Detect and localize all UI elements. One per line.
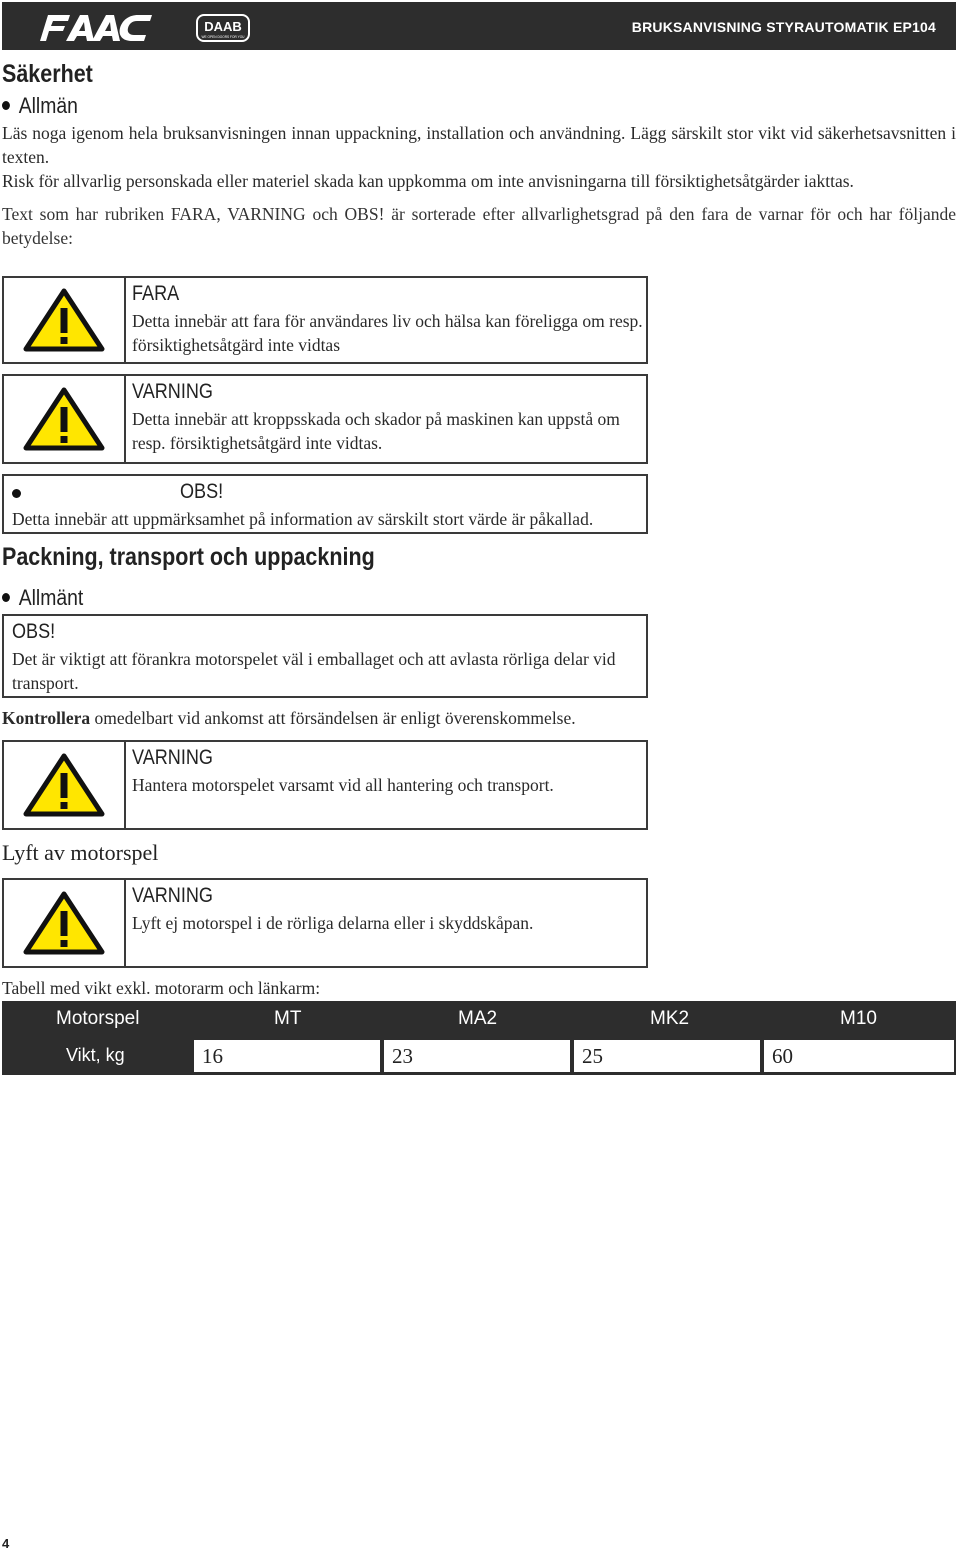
- page-number: 4: [2, 1536, 10, 1551]
- faac-logo: [40, 15, 152, 46]
- warning-triangle-icon: [23, 753, 105, 817]
- warning-triangle-icon: [23, 387, 105, 451]
- box-text-varning: Detta innebär att kroppsskada och skador på maskinen kan uppstå om resp. försiktighetsåtgärd inte vidtas.: [132, 409, 620, 453]
- warning-icon-cell: [4, 742, 126, 828]
- warning-triangle-icon: [23, 891, 105, 955]
- box-label-obs: OBS!: [12, 620, 56, 643]
- warning-box-varning: [2, 374, 648, 464]
- daab-logo-text: DAAB: [204, 19, 242, 34]
- box-label-fara: FARA: [132, 282, 180, 305]
- table-header-cell: MK2: [650, 1008, 690, 1029]
- box-text-obs: Detta innebär att uppmärksamhet på information av särskilt stort värde är påkallad.: [12, 509, 594, 529]
- section-title-packning: Packning, transport och uppackning: [2, 543, 375, 571]
- warning-triangle-icon: [23, 288, 105, 352]
- warning-icon-cell: [4, 880, 126, 966]
- box-label-varning: VARNING: [132, 380, 213, 403]
- table-row-label: Vikt, kg: [66, 1045, 125, 1065]
- warning-icon-cell: [4, 376, 126, 462]
- box-label-varning: VARNING: [132, 746, 213, 769]
- notice-box-obs-transport: [2, 614, 648, 698]
- paragraph-severity: Text som har rubriken FARA, VARNING och OBS! är sorterade efter allvarlighetsgrad på den fara de varnar för och har följande betydelse:: [2, 204, 956, 248]
- kontrollera-rest: omedelbart vid ankomst att försändelsen är enligt överenskommelse.: [90, 708, 576, 728]
- table-header-row: [2, 1001, 956, 1037]
- bullet-icon: [2, 593, 10, 602]
- table-cell: 25: [574, 1040, 760, 1072]
- table-header-cell: MT: [274, 1008, 302, 1029]
- page-header: [2, 2, 956, 50]
- table-cell: 23: [384, 1040, 570, 1072]
- heading-lyft: Lyft av motorspel: [2, 840, 159, 865]
- bullet-icon: [2, 101, 10, 110]
- subsection-allman: [2, 93, 78, 119]
- subsection-allman-label: Allmän: [18, 93, 78, 118]
- document-title: BRUKSANVISNING STYRAUTOMATIK EP104: [631, 19, 936, 35]
- table-row: [2, 1037, 956, 1075]
- table-cell: 16: [194, 1040, 380, 1072]
- table-header-cell: MA2: [458, 1008, 498, 1029]
- paragraph-risk: Risk för allvarlig personskada eller materiel skada kan uppkomma om inte anvisningarna till försiktighetsåtgärder iakttas.: [2, 171, 854, 191]
- table-caption: Tabell med vikt exkl. motorarm och länkarm:: [2, 978, 321, 998]
- box-text-fara: Detta innebär att fara för användares liv och hälsa kan föreligga om resp. försiktighetsåtgärd inte vidtas: [132, 311, 643, 355]
- warning-box-hantera: [2, 740, 648, 830]
- warning-icon-cell: [4, 278, 126, 362]
- table-header-cell: Motorspel: [56, 1008, 140, 1029]
- weight-table: [2, 1001, 956, 1075]
- box-text-lyft: Lyft ej motorspel i de rörliga delarna eller i skyddskåpan.: [132, 913, 534, 933]
- faac-logo-graphic: [40, 15, 152, 41]
- box-text-hantera: Hantera motorspelet varsamt vid all hantering och transport.: [132, 775, 554, 795]
- daab-tagline: WE OPEN DOORS FOR YOU: [201, 35, 245, 39]
- box-label-obs: OBS!: [180, 480, 224, 503]
- daab-logo-graphic: [196, 14, 250, 42]
- paragraph-kontrollera: [2, 706, 956, 730]
- section-title-sakerhet: Säkerhet: [2, 60, 93, 88]
- warning-box-lyft: [2, 878, 648, 968]
- box-text-obs-transport: Det är viktigt att förankra motorspelet väl i emballaget och att avlasta rörliga delar vid transport.: [12, 649, 616, 693]
- kontrollera-bold: Kontrollera: [2, 708, 91, 728]
- daab-logo: [196, 14, 250, 47]
- table-header-cell: M10: [840, 1008, 877, 1029]
- table-cell: 60: [764, 1040, 954, 1072]
- subsection-allmant: [2, 585, 83, 611]
- notice-box-obs: [2, 474, 648, 534]
- bullet-icon: [12, 489, 21, 498]
- box-label-varning: VARNING: [132, 884, 213, 907]
- subsection-allmant-label: Allmänt: [18, 585, 84, 610]
- paragraph-intro: Läs noga igenom hela bruksanvisningen innan uppackning, installation och användning. Lägg särskilt stor vikt vid säkerhetsavsnitten i texten.: [2, 123, 956, 167]
- warning-box-fara: [2, 276, 648, 364]
